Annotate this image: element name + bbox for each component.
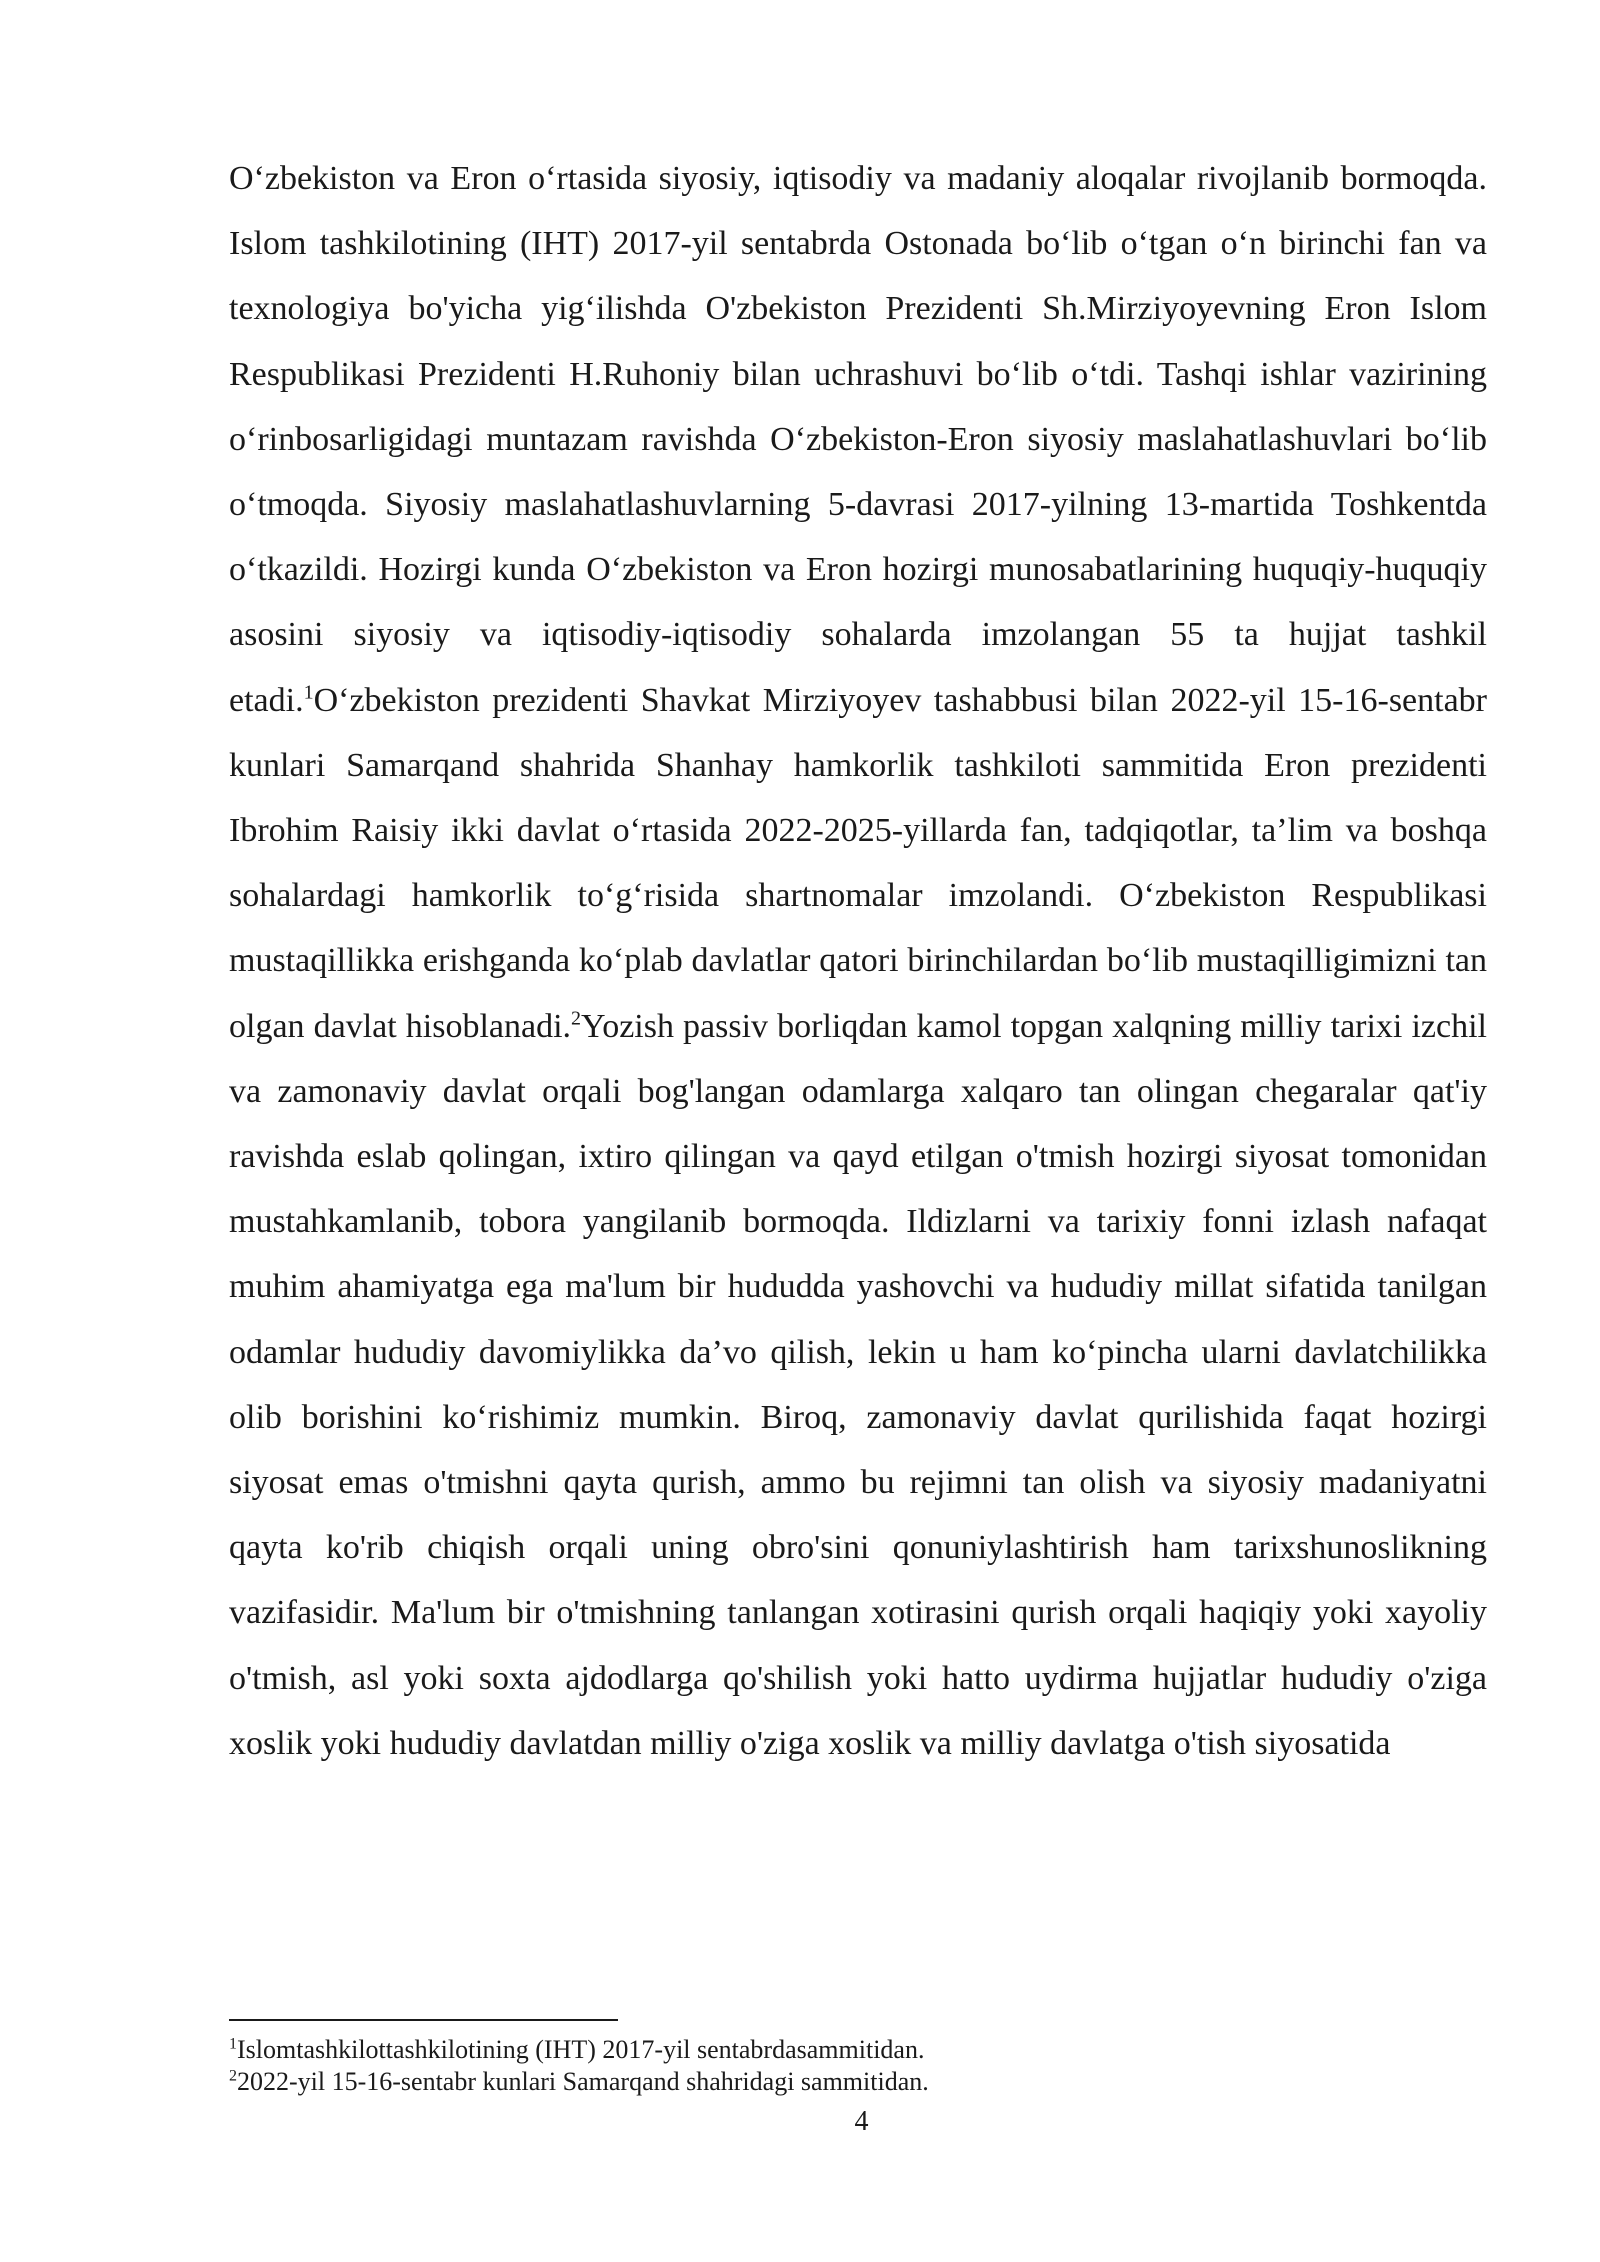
text-segment-3: Yozish passiv borliqdan kamol topgan xalqning milliy tarixi izchil va zamonaviy davlat orqali bog'langan odamlarga xalqaro tan olingan chegaralar qat'iy ravishda eslab qolingan, ixtiro qilingan va qayd etilgan o'tmish hozirgi siyosat tomonidan mustahkamlanib, tobora yangilanib bormoqda. Ildizlarni va tarixiy fonni izlash nafaqat muhim ahamiyatga ega ma'lum bir hududda yashovchi va hududiy millat sifatida tanilgan odamlar hududiy davomiylikka da’vo qilish, lekin u ham ko‘pincha ularni davlatchilikka olib borishini ko‘rishimiz mumkin. Biroq, zamonaviy davlat qurilishida faqat hozirgi siyosat emas o'tmishni qayta qurish, ammo bu rejimni tan olish va siyosiy madaniyatni qayta ko'rib chiqish orqali uning obro'sini qonuniylashtirish ham tarixshunoslikning vazifasidir. Ma'lum bir o'tmishning tanlangan xotirasini qurish orqali haqiqiy yoki xayoliy o'tmish, asl yoki soxta ajdodlarga qo'shilish yoki hatto uydirma hujjatlar hududiy o'ziga xoslik yoki hududiy davlatdan milliy o'ziga xoslik va milliy davlatga o'tish siyosatida [229,1007,1487,1762]
footnote-ref-1[interactable]: 1 [303,681,314,704]
footnote-1-text: Islomtashkilottashkilotining (IHT) 2017-yil sentabrdasammitidan. [237,2035,925,2064]
footnote-2-text: 2022-yil 15-16-sentabr kunlari Samarqand shahridagi sammitidan. [237,2067,929,2096]
footnote-2 [229,2066,1487,2098]
page-number: 4 [854,2106,869,2137]
footnote-separator [229,2019,618,2021]
footnotes-section [229,2034,1487,2098]
footnote-2-marker: 2 [229,2067,237,2085]
text-segment-1: O‘zbekiston va Eron o‘rtasida siyosiy, iqtisodiy va madaniy aloqalar rivojlanib bormoqda. Islom tashkilotining (IHT) 2017-yil sentabrda Ostonada bo‘lib o‘tgan o‘n birinchi fan va texnologiya bo'yicha yig‘ilishda O'zbekiston Prezidenti Sh.Mirziyoyevning Eron Islom Respublikasi Prezidenti H.Ruhoniy bilan uchrashuvi bo‘lib o‘tdi. Tashqi ishlar vazirining o‘rinbosarligidagi muntazam ravishda O‘zbekiston-Eron siyosiy maslahatlashuvlari bo‘lib o‘tmoqda. Siyosiy maslahatlashuvlarning 5-davrasi 2017-yilning 13-martida Toshkentda o‘tkazildi. Hozirgi kunda O‘zbekiston va Eron hozirgi munosabatlarining huquqiy-huquqiy asosini siyosiy va iqtisodiy-iqtisodiy sohalarda imzolangan 55 ta hujjat tashkil etadi. [229,160,1487,719]
footnote-1-marker: 1 [229,2035,237,2053]
body-paragraph [229,146,1487,1776]
text-segment-2: O‘zbekiston prezidenti Shavkat Mirziyoyev tashabbusi bilan 2022-yil 15-16-sentabr kunlari Samarqand shahrida Shanhay hamkorlik tashkiloti sammitida Eron prezidenti Ibrohim Raisiy ikki davlat o‘rtasida 2022-2025-yillarda fan, tadqiqotlar, ta’lim va boshqa sohalardagi hamkorlik to‘g‘risida shartnomalar imzolandi. O‘zbekiston Respublikasi mustaqillikka erishganda ko‘plab davlatlar qatori birinchilardan bo‘lib mustaqilligimizni tan olgan davlat hisoblanadi. [229,681,1487,1045]
footnote-1 [229,2034,1487,2066]
footnote-ref-2[interactable]: 2 [571,1007,582,1030]
